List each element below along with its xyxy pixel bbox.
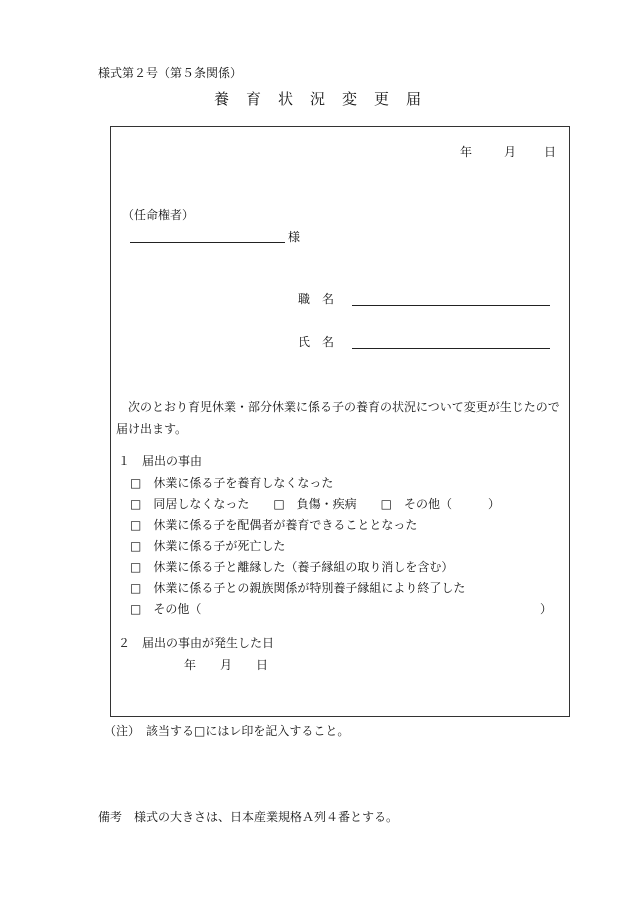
reason-heading: １ 届出の事由	[118, 454, 203, 468]
job-title-label: 職 名	[298, 292, 335, 306]
reason-other-close: ）	[540, 602, 553, 616]
appointer-honorific: 様	[288, 230, 301, 244]
date-year: 年	[460, 145, 473, 159]
form-number: 様式第２号（第５条関係）	[98, 66, 243, 80]
submission-date	[460, 143, 556, 160]
note-text: （注） 該当する□にはレ印を記入すること。	[104, 724, 350, 738]
name-field[interactable]	[352, 348, 550, 349]
form-title: 養育状況変更届	[214, 90, 439, 108]
appointer-name-field[interactable]	[130, 242, 285, 243]
reason-item[interactable]: □ 同居しなくなった □ 負傷・疾病 □ その他（ ）	[130, 497, 501, 511]
appointer-label: （任命権者）	[122, 208, 195, 222]
reason-item[interactable]: □ 休業に係る子と離縁した（養子縁組の取り消しを含む）	[130, 560, 454, 574]
reason-item[interactable]: □ 休業に係る子を養育しなくなった	[130, 476, 334, 490]
reason-item[interactable]: □ その他（	[130, 602, 202, 616]
date-month: 月	[504, 145, 517, 159]
statement-text: 次のとおり育児休業・部分休業に係る子の養育の状況について変更が生じたので届け出ます。	[116, 400, 560, 436]
name-label: 氏 名	[298, 335, 335, 349]
occurrence-date[interactable]: 年 月 日	[184, 658, 269, 672]
reason-item[interactable]: □ 休業に係る子との親族関係が特別養子縁組により終了した	[130, 581, 466, 595]
reason-item[interactable]: □ 休業に係る子が死亡した	[130, 539, 286, 553]
occurrence-heading: ２ 届出の事由が発生した日	[118, 636, 275, 650]
date-day: 日	[544, 145, 557, 159]
remarks-text: 備考 様式の大きさは、日本産業規格Ａ列４番とする。	[98, 810, 399, 824]
job-title-field[interactable]	[352, 305, 550, 306]
reason-item[interactable]: □ 休業に係る子を配偶者が養育できることとなった	[130, 518, 418, 532]
